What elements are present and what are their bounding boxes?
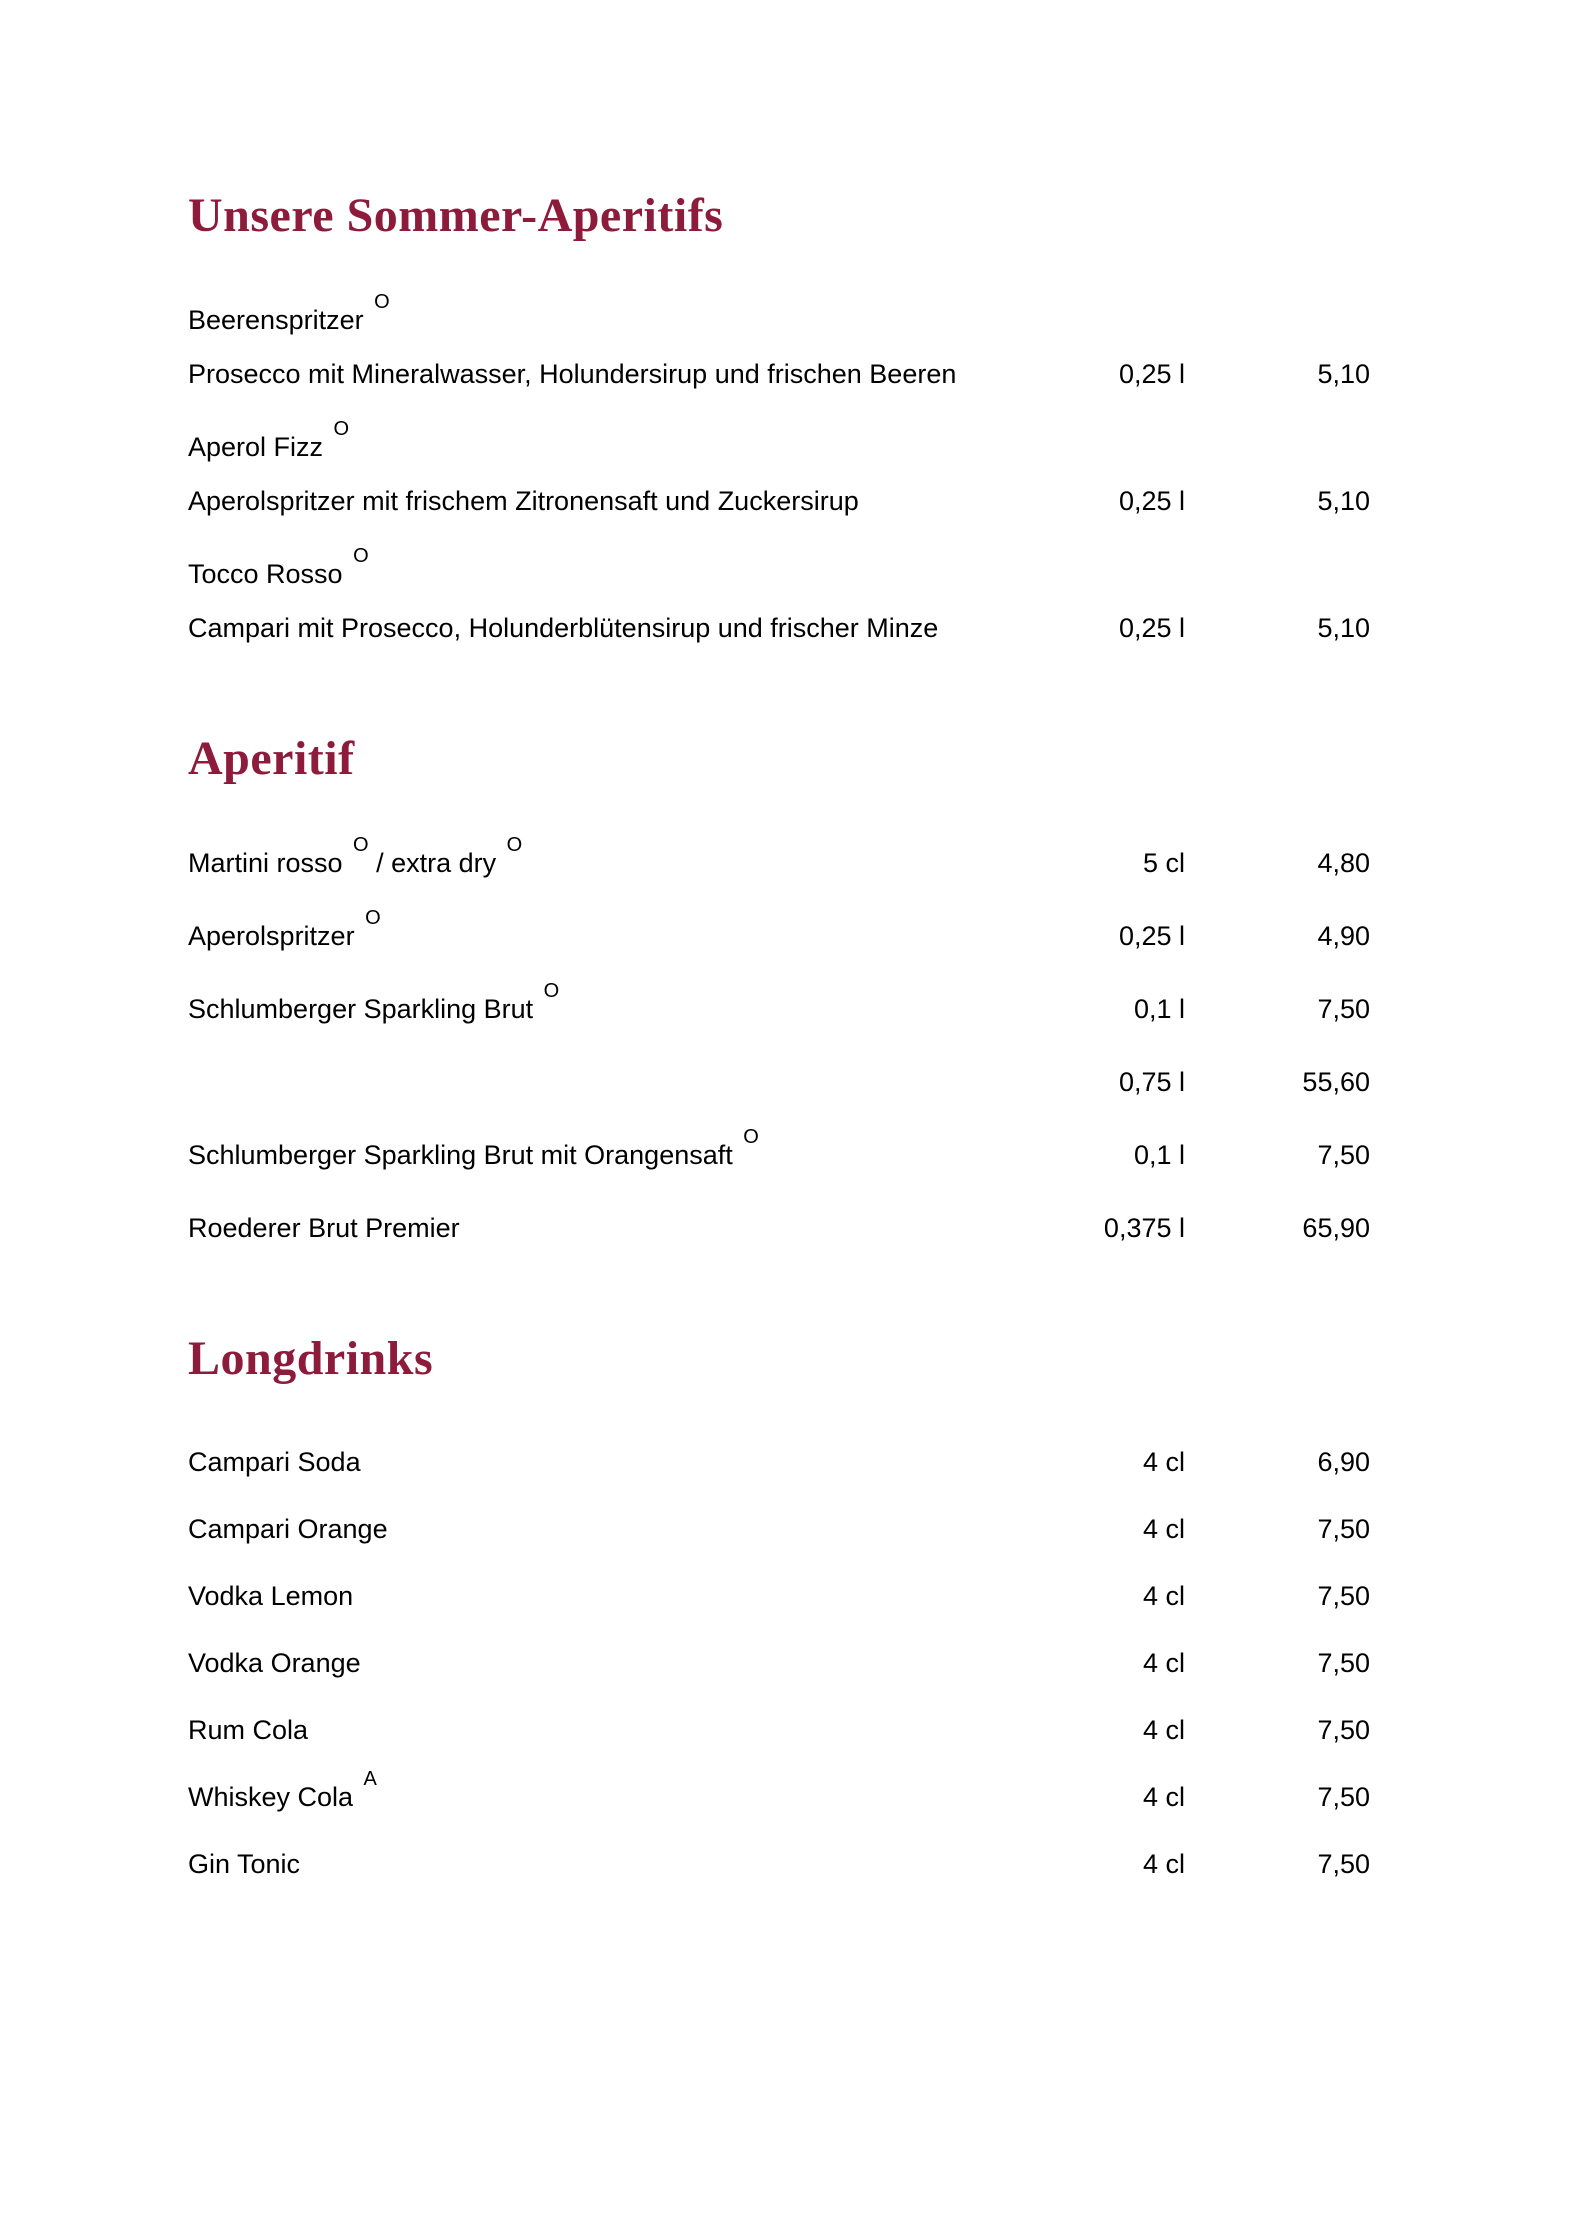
item-quantity: 0,25 l (1118, 358, 1185, 389)
item-name-text: Aperol Fizz (188, 431, 331, 462)
item-quantity: 0,1 l (1133, 1139, 1185, 1170)
item-description: Aperolspritzer mit frischem Zitronensaft und Zuckersirup (188, 485, 859, 516)
allergen-mark: O (353, 544, 369, 567)
item-row (188, 1768, 1370, 1813)
item-row (188, 1581, 1370, 1611)
item-row (188, 1125, 1370, 1170)
item-name-text: / extra dry (368, 847, 504, 878)
item-price: 4,90 (1317, 920, 1370, 951)
item-name-row (188, 544, 1370, 589)
item-name-text: Roederer Brut Premier (188, 1212, 460, 1243)
item-name (188, 1715, 1020, 1745)
item-name-text: Rum Cola (188, 1715, 309, 1746)
item-name (188, 833, 1020, 878)
item-name (188, 544, 1370, 589)
item-row (188, 833, 1370, 878)
item-row (188, 1849, 1370, 1879)
item-name-text: Schlumberger Sparkling Brut mit Orangensaft (188, 1139, 741, 1170)
item-name (188, 1447, 1020, 1477)
item-row (188, 1648, 1370, 1678)
item-price: 7,50 (1317, 1648, 1370, 1679)
item-detail-row (188, 486, 1370, 516)
section-title: Unsere Sommer-Aperitifs (188, 189, 724, 242)
item-name-text: Gin Tonic (188, 1849, 301, 1880)
item-name (188, 979, 1020, 1024)
item-description: Campari mit Prosecco, Holunderblütensirup und frischer Minze (188, 612, 939, 643)
item-price: 6,90 (1317, 1447, 1370, 1478)
allergen-mark: O (365, 906, 381, 929)
item-price: 7,50 (1317, 993, 1370, 1024)
item-description: Prosecco mit Mineralwasser, Holundersirup und frischen Beeren (188, 358, 957, 389)
item-name-text: Aperolspritzer (188, 920, 363, 951)
item-price: 5,10 (1317, 358, 1370, 389)
item-price: 7,50 (1317, 1139, 1370, 1170)
allergen-mark: O (506, 833, 523, 856)
item-name (188, 1581, 1020, 1611)
item-quantity: 0,25 l (1118, 485, 1185, 516)
menu-section (188, 1333, 1370, 1880)
item-quantity: 4 cl (1142, 1581, 1185, 1612)
item-quantity: 4 cl (1142, 1648, 1185, 1679)
item-row (188, 1715, 1370, 1745)
item-quantity: 4 cl (1142, 1782, 1185, 1813)
item-row (188, 1447, 1370, 1477)
section-title: Longdrinks (188, 1331, 434, 1385)
item-price: 5,10 (1317, 485, 1370, 516)
item-row (188, 906, 1370, 951)
menu-section (188, 190, 1370, 643)
item-price: 55,60 (1302, 1066, 1370, 1097)
item-name (188, 1125, 1020, 1170)
item-price: 7,50 (1317, 1514, 1370, 1545)
item-row (188, 1213, 1370, 1243)
item-quantity: 5 cl (1142, 847, 1185, 878)
item-price: 7,50 (1317, 1849, 1370, 1880)
item-name-text: Vodka Lemon (188, 1581, 354, 1612)
item-row (188, 979, 1370, 1024)
menu-sections (188, 190, 1370, 1879)
item-name-text: Vodka Orange (188, 1648, 361, 1679)
item-quantity: 0,25 l (1118, 920, 1185, 951)
item-row (188, 1067, 1370, 1097)
item-price: 7,50 (1317, 1782, 1370, 1813)
item-quantity: 0,375 l (1103, 1212, 1185, 1243)
item-quantity: 0,75 l (1118, 1066, 1185, 1097)
item-name-text: Beerenspritzer (188, 304, 372, 335)
item-name (188, 417, 1370, 462)
item-row (188, 1514, 1370, 1544)
item-quantity: 0,25 l (1118, 612, 1185, 643)
item-name-text: Schlumberger Sparkling Brut (188, 993, 541, 1024)
item-price: 65,90 (1302, 1212, 1370, 1243)
allergen-mark: O (333, 417, 350, 440)
item-name-text: Campari Orange (188, 1514, 388, 1545)
item-quantity: 4 cl (1142, 1849, 1185, 1880)
allergen-mark: O (743, 1125, 759, 1148)
item-detail-row (188, 613, 1370, 643)
item-name (188, 1514, 1020, 1544)
item-quantity: 0,1 l (1133, 993, 1185, 1024)
menu-section (188, 733, 1370, 1243)
item-price: 5,10 (1317, 612, 1370, 643)
item-name-text: Whiskey Cola (188, 1782, 361, 1813)
item-name (188, 1648, 1020, 1678)
section-title: Aperitif (188, 731, 355, 785)
item-quantity: 4 cl (1142, 1715, 1185, 1746)
item-price: 7,50 (1317, 1715, 1370, 1746)
allergen-mark: O (543, 979, 560, 1002)
item-name (188, 906, 1020, 951)
item-name-text: Tocco Rosso (188, 558, 351, 589)
allergen-mark: O (374, 290, 390, 313)
item-quantity: 4 cl (1142, 1514, 1185, 1545)
item-price: 7,50 (1317, 1581, 1370, 1612)
item-name-row (188, 290, 1370, 335)
item-name (188, 1849, 1020, 1879)
item-detail-row (188, 359, 1370, 389)
item-name-text: Campari Soda (188, 1447, 361, 1478)
allergen-mark: A (363, 1768, 377, 1791)
item-quantity: 4 cl (1142, 1447, 1185, 1478)
item-name (188, 290, 1370, 335)
item-name (188, 1213, 1020, 1243)
item-name-text: Martini rosso (188, 847, 351, 878)
item-price: 4,80 (1317, 847, 1370, 878)
allergen-mark: O (353, 833, 369, 856)
item-name (188, 1768, 1020, 1813)
item-name-row (188, 417, 1370, 462)
